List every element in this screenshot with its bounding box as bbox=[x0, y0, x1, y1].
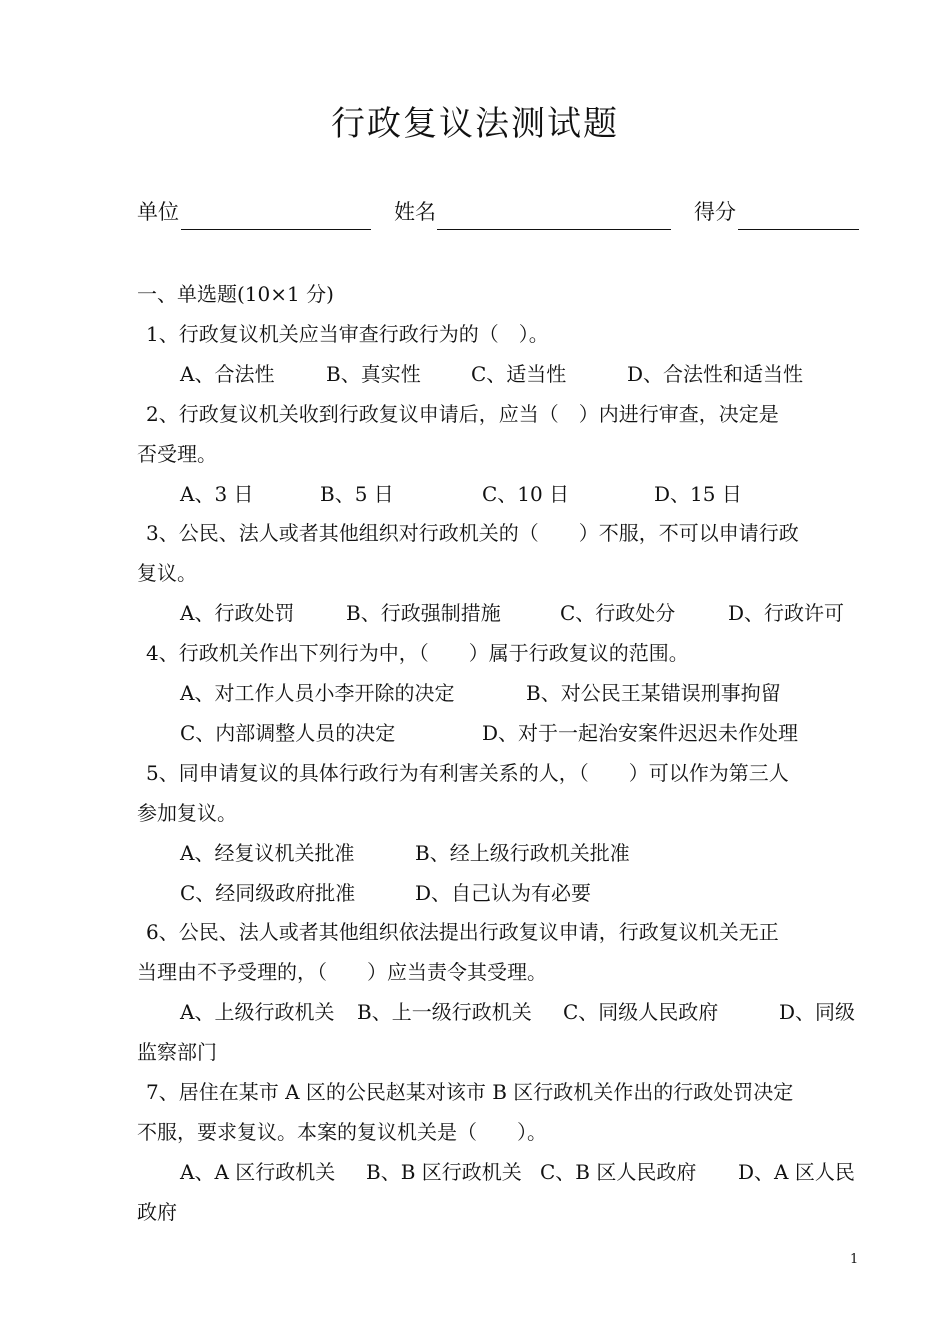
question-6-text-line-2: 当理由不予受理的，（ ）应当责令其受理。 bbox=[137, 960, 547, 984]
question-7-option-d: D、A 区人民 bbox=[738, 1160, 855, 1184]
question-5-option-c: C、经同级政府批准 bbox=[180, 881, 356, 905]
score-label: 得分 bbox=[694, 200, 736, 224]
section-heading: 一、单选题(10×1 分) bbox=[137, 282, 334, 306]
question-6-option-d-continued: 监察部门 bbox=[137, 1040, 217, 1064]
question-2-option-d: D、15 日 bbox=[654, 482, 742, 506]
question-6-option-a: A、上级行政机关 bbox=[180, 1000, 335, 1024]
question-1-text: 1、行政复议机关应当审查行政行为的（ ）。 bbox=[146, 322, 549, 346]
question-6-text-line-1: 6、公民、法人或者其他组织依法提出行政复议申请，行政复议机关无正 bbox=[146, 920, 779, 944]
name-blank-line bbox=[437, 229, 671, 230]
question-2-text-line-2: 否受理。 bbox=[137, 442, 217, 466]
question-7-option-b: B、B 区行政机关 bbox=[366, 1160, 522, 1184]
question-2-option-a: A、3 日 bbox=[180, 482, 254, 506]
question-6-option-b: B、上一级行政机关 bbox=[357, 1000, 532, 1024]
question-5-text-line-2: 参加复议。 bbox=[137, 801, 237, 825]
question-3-text-line-2: 复议。 bbox=[137, 561, 197, 585]
score-blank-line bbox=[738, 229, 859, 230]
unit-label: 单位 bbox=[137, 200, 179, 224]
question-5-option-d: D、自己认为有必要 bbox=[415, 881, 592, 905]
question-2-text-line-1: 2、行政复议机关收到行政复议申请后，应当（ ）内进行审查，决定是 bbox=[146, 402, 779, 426]
question-5-option-a: A、经复议机关批准 bbox=[180, 841, 355, 865]
question-6-option-c: C、同级人民政府 bbox=[563, 1000, 719, 1024]
question-4-option-b: B、对公民王某错误刑事拘留 bbox=[526, 681, 781, 705]
page-title: 行政复议法测试题 bbox=[331, 104, 619, 144]
question-4-option-d: D、对于一起治安案件迟迟未作处理 bbox=[482, 721, 799, 745]
question-7-option-d-continued: 政府 bbox=[137, 1200, 177, 1224]
question-3-option-b: B、行政强制措施 bbox=[346, 601, 501, 625]
question-5-option-b: B、经上级行政机关批准 bbox=[415, 841, 630, 865]
question-7-option-a: A、A 区行政机关 bbox=[180, 1160, 336, 1184]
info-row bbox=[137, 196, 859, 232]
question-2-option-c: C、10 日 bbox=[482, 482, 570, 506]
question-4-option-c: C、内部调整人员的决定 bbox=[180, 721, 396, 745]
name-label: 姓名 bbox=[394, 200, 436, 224]
question-1-option-b: B、真实性 bbox=[326, 362, 421, 386]
question-6-option-d: D、同级 bbox=[779, 1000, 856, 1024]
question-4-text: 4、行政机关作出下列行为中，（ ）属于行政复议的范围。 bbox=[146, 641, 689, 665]
question-2-option-b: B、5 日 bbox=[320, 482, 394, 506]
question-3-option-c: C、行政处分 bbox=[560, 601, 676, 625]
question-1-option-c: C、适当性 bbox=[471, 362, 567, 386]
question-1-option-a: A、合法性 bbox=[180, 362, 275, 386]
question-3-option-d: D、行政许可 bbox=[728, 601, 845, 625]
question-7-text-line-2: 不服，要求复议。本案的复议机关是（ ）。 bbox=[137, 1120, 547, 1144]
question-4-option-a: A、对工作人员小李开除的决定 bbox=[180, 681, 455, 705]
question-7-option-c: C、B 区人民政府 bbox=[540, 1160, 697, 1184]
unit-blank-line bbox=[181, 229, 371, 230]
question-1-option-d: D、合法性和适当性 bbox=[627, 362, 804, 386]
question-3-option-a: A、行政处罚 bbox=[180, 601, 295, 625]
question-3-text-line-1: 3、公民、法人或者其他组织对行政机关的（ ）不服，不可以申请行政 bbox=[146, 521, 799, 545]
question-7-text-line-1: 7、居住在某市 A 区的公民赵某对该市 B 区行政机关作出的行政处罚决定 bbox=[146, 1080, 794, 1104]
page-number: 1 bbox=[850, 1252, 859, 1267]
question-5-text-line-1: 5、同申请复议的具体行政行为有利害关系的人，（ ）可以作为第三人 bbox=[146, 761, 789, 785]
